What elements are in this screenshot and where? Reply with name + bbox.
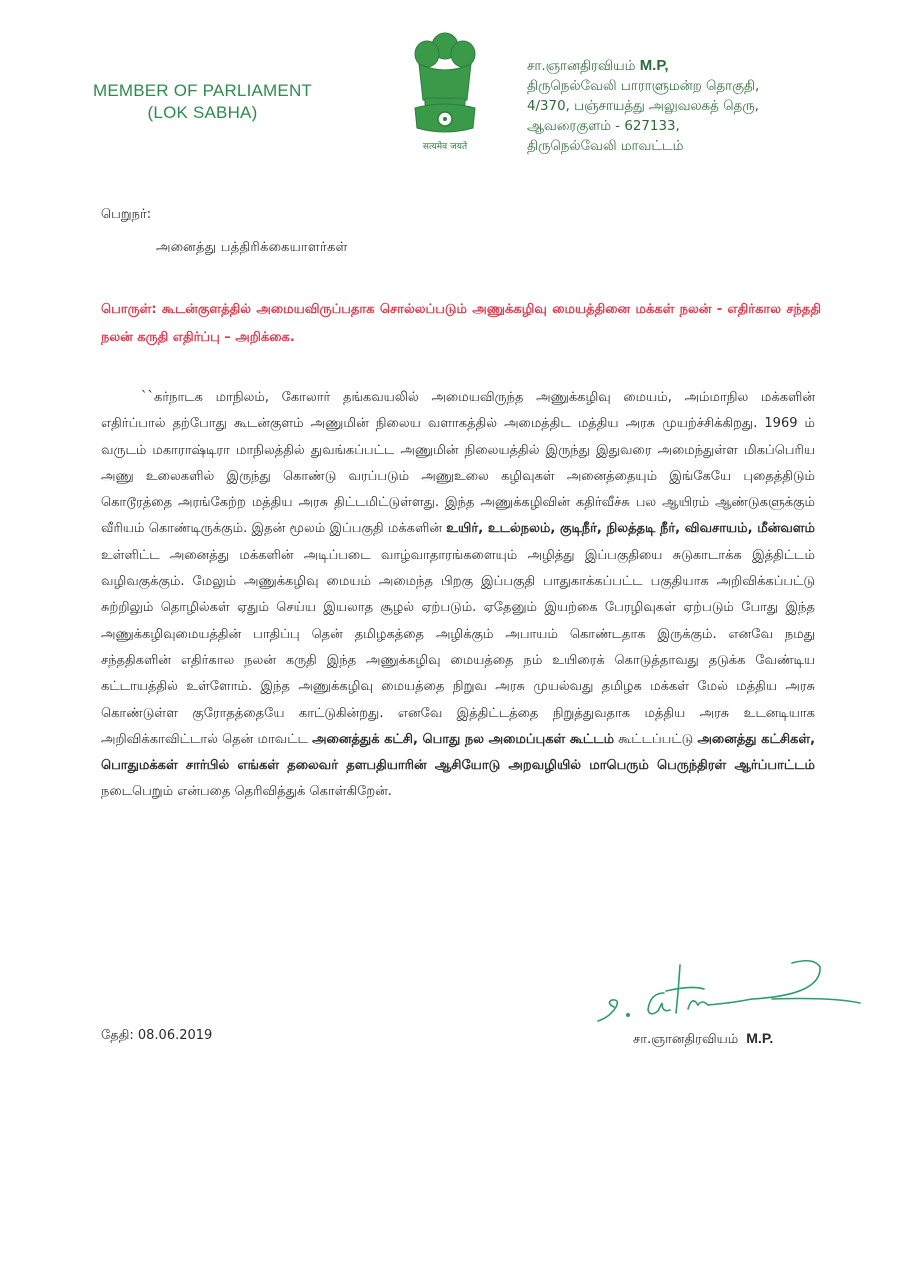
date-value: 08.06.2019 — [137, 1028, 213, 1043]
sender-name: சா.ஞானதிரவியம் — [527, 59, 636, 74]
signatory-name: சா.ஞானதிரவியம் — [633, 1032, 739, 1047]
letter-body — [101, 385, 815, 806]
sender-title: M.P, — [639, 57, 669, 74]
highlight-affected-resources: உயிர், உடல்நலம், குடிநீர், நிலத்தடி நீர், விவசாயம், மீன்வளம் — [446, 521, 815, 537]
lok-sabha-heading: (LOK SABHA) — [147, 103, 258, 122]
address-name-line — [527, 56, 857, 77]
national-emblem-icon — [405, 28, 485, 153]
svg-text:सत्यमेव जयते: सत्यमेव जयते — [422, 142, 468, 152]
handwritten-signature-icon — [592, 955, 877, 1030]
recipient: அனைத்து பத்திரிக்கையாளர்கள் — [156, 240, 348, 255]
member-of-parliament-heading: MEMBER OF PARLIAMENT — [92, 81, 313, 100]
address-line-constituency: திருநெல்வேலி பாராளுமன்ற தொகுதி, — [527, 79, 760, 94]
address-line-town: ஆவரைகுளம் - 627133, — [527, 119, 680, 134]
highlight-all-party-meeting: அனைத்துக் கட்சி, பொது நல அமைப்புகள் கூட்டம் — [312, 731, 615, 747]
address-line-street: 4/370, பஞ்சாயத்து அலுவலகத் தெரு, — [527, 99, 759, 114]
to-label: பெறுநர்: — [101, 207, 152, 222]
signatory-title: M.P. — [746, 1030, 774, 1046]
body-paragraph: ``கர்நாடக மாநிலம், கோலார் தங்கவயலில் அமையவிருந்த அணுக்கழிவு மையம், அம்மாநில மக்களின் எதிர்ப்பால் தற்போது கூடன்குளம் அணுமின் நிலைய வளாகத்தில் அமைத்திட மத்திய அரசு முயற்ச்சிக்கிறது. 1969 ம் வருடம் மகாராஷ்டிரா மாநிலத்தில் துவங்கப்பட்ட அணுமின் நிலையத்தில் இருந்து இதுவரை அமைந்துள்ள மிகப்பெரிய அணு உலைகளில் இருந்து கொண்டு வரப்படும் அணுஉலை கழிவுகள் அனைத்தையும் இங்கேயே புதைத்திடும் கொடூரத்தை அரங்கேற்ற மத்திய அரசு திட்டமிட்டுள்ளது. இந்த அணுக்கழிவின் கதிர்வீச்சு பல ஆயிரம் ஆண்டுகளுக்கும் வீரியம் கொண்டிருக்கும். இதன் மூலம் இப்பகுதி மக்களின் உயிர், உடல்நலம், குடிநீர், நிலத்தடி நீர், விவசாயம், மீன்வளம் உள்ளிட்ட அனைத்து மக்களின் அடிப்படை வாழ்வாதாரங்களையும் அழித்து இப்பகுதியை சுடுகாடாக்க இத்திட்டம் வழிவகுக்கும். மேலும் அணுக்கழிவு மையம் அமைந்த பிறகு இப்பகுதி பாதுகாக்கப்பட்ட பகுதியாக அறிவிக்கப்பட்டு சுற்றிலும் தொழில்கள் ஏதும் செய்ய இயலாத சூழல் ஏற்படும். ஏதேனும் இயற்கை பேரழிவுகள் ஏற்படும் போது இந்த அணுக்கழிவுமையத்தின் பாதிப்பு தென் தமிழகத்தை அழிக்கும் அபாயம் கொண்டதாக இருக்கும். எனவே நமது சந்ததிகளின் எதிர்கால நலன் கருதி இந்த அணுக்கழிவு மையத்தை நம் உயிரைக் கொடுத்தாவது தடுக்க வேண்டிய கட்டாயத்தில் உள்ளோம். இந்த அணுக்கழிவு மையத்தை நிறுவ அரசு முயல்வது தமிழக மக்கள் மேல் மத்திய அரசு கொண்டுள்ள குரோதத்தையே காட்டுகின்றது. எனவே இத்திட்டத்தை நிறுத்துவதாக மத்திய அரசு உடனடியாக அறிவிக்காவிட்டால் தென் மாவட்ட அனைத்துக் கட்சி, பொது நல அமைப்புகள் கூட்டம் கூட்டப்பட்டு அனைத்து கட்சிகள், பொதுமக்கள் சார்பில் எங்கள் தலைவர் தளபதியாரின் ஆசியோடு அறவழியில் மாபெரும் பெருந்திரள் ஆர்ப்பாட்டம் நடைபெறும் என்பதை தெரிவித்துக் கொள்கிறேன். — [101, 390, 816, 800]
highlight-protest-announcement: அனைத்து கட்சிகள், பொதுமக்கள் சார்பில் எங்கள் தலைவர் தளபதியாரின் ஆசியோடு அறவழியில் மாபெரும் பெருந்திரள் ஆர்ப்பாட்டம் — [101, 731, 816, 774]
date-label: தேதி: — [101, 1028, 134, 1043]
letter-date — [101, 1028, 212, 1044]
address-line-district: திருநெல்வேலி மாவட்டம் — [527, 139, 684, 154]
sender-address — [527, 56, 857, 157]
letterhead-title — [70, 80, 335, 124]
signatory — [633, 1030, 773, 1048]
subject-line: பொருள்: கூடன்குளத்தில் அமையவிருப்பதாக சொல்லப்படும் அணுக்கழிவு மையத்தினை மக்கள் நலன் - எதிர்கால சந்ததி நலன் கருதி எதிர்ப்பு – அறிக்கை. — [101, 302, 821, 345]
